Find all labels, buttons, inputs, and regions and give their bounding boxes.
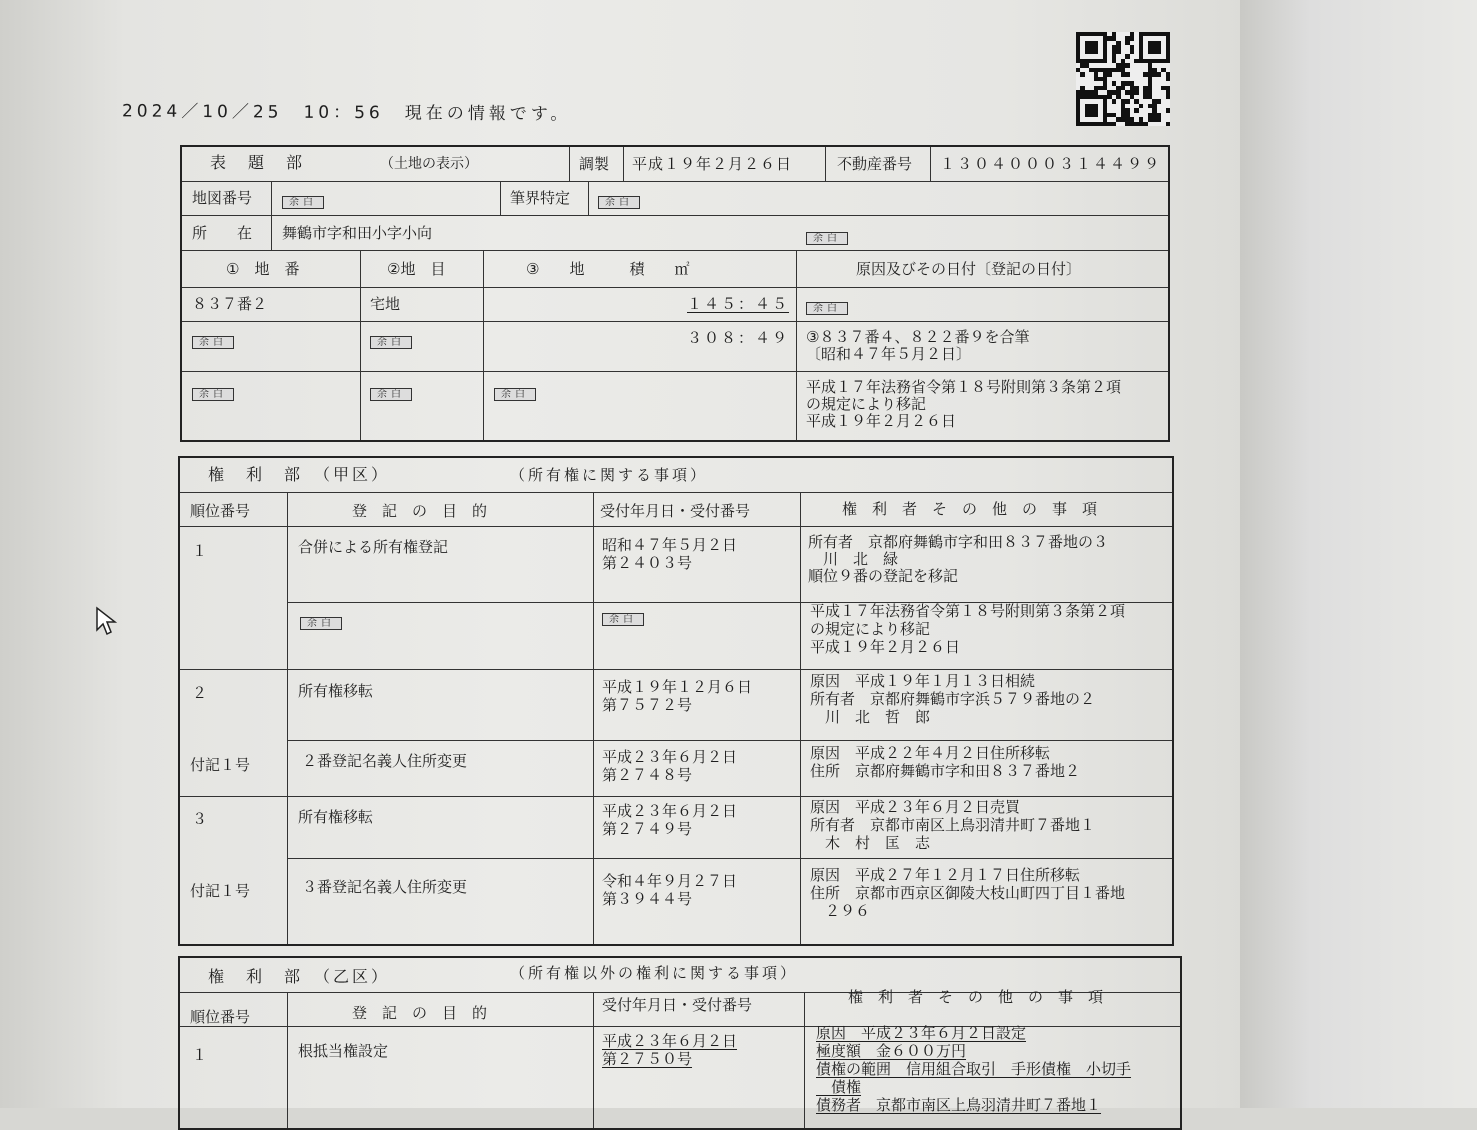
chiseki-value: ３０８：４９	[687, 329, 790, 347]
date-value: 平成１９年１２月６日 第７５７２号	[602, 678, 753, 714]
date-value: 昭和４７年５月２日 第２４０３号	[602, 536, 738, 572]
blank-stamp: 余白	[806, 302, 848, 315]
rank-value: ３	[192, 810, 208, 828]
rank-value: １	[192, 1046, 208, 1064]
chousei-label: 調製	[579, 155, 610, 173]
rank-value: １	[192, 542, 208, 560]
col-purpose: 登 記 の 目 的	[352, 502, 488, 520]
kouku-title: 権 利 部 （甲区）	[208, 465, 391, 484]
col-purpose: 登 記 の 目 的	[352, 1004, 488, 1022]
purpose-value: 所有権移転	[298, 808, 374, 826]
purpose-value: 所有権移転	[298, 682, 374, 700]
rights-value: 原因 平成２３年６月２日設定 極度額 金６００万円 債権の範囲 信用組合取引 手形債権 小切手 債権 債務者 京都市南区上鳥羽清井町７番地１	[816, 1024, 1132, 1114]
otsuku-subtitle: （所有権以外の権利に関する事項）	[510, 964, 799, 982]
rank-value: ２	[192, 684, 208, 702]
chimoku-value: 宅地	[370, 295, 401, 313]
blank-stamp: 余白	[494, 388, 536, 401]
kouku-subtitle: （所有権に関する事項）	[510, 466, 709, 484]
col-date: 受付年月日・受付番号	[600, 502, 751, 520]
hitsukai-label: 筆界特定	[510, 189, 571, 207]
rights-value: 原因 平成２２年４月２日住所移転 住所 京都府舞鶴市字和田８３７番地２	[810, 744, 1081, 780]
kouku-section	[178, 456, 1174, 946]
hyodai-title: 表 題 部	[210, 153, 306, 172]
col-chiban: ① 地 番	[226, 260, 300, 278]
date-value: 平成２３年６月２日 第２７４９号	[602, 802, 738, 838]
rank-value: 付記１号	[190, 756, 251, 774]
blank-stamp: 余白	[300, 617, 342, 630]
date-value: 平成２３年６月２日 第２７４８号	[602, 748, 738, 784]
col-cause: 原因及びその日付〔登記の日付〕	[856, 260, 1082, 278]
blank-stamp: 余白	[806, 232, 848, 245]
col-rank: 順位番号	[190, 1008, 251, 1026]
col-rights: 権 利 者 そ の 他 の 事 項	[842, 500, 1098, 518]
col-chimoku: ②地 目	[387, 260, 446, 278]
purpose-value: ２番登記名義人住所変更	[302, 752, 468, 770]
chizu-label: 地図番号	[192, 189, 253, 207]
print-timestamp: 2024／10／25 10：56 現在の情報です。	[121, 101, 572, 125]
col-rights: 権 利 者 そ の 他 の 事 項	[848, 988, 1104, 1006]
purpose-value: 合併による所有権登記	[298, 538, 449, 556]
cause-value: ③８３７番４、８２２番９を合筆 〔昭和４７年５月２日〕	[806, 328, 1030, 363]
chiseki-value: １４５：４５	[687, 295, 790, 313]
chousei-value: 平成１９年２月２６日	[632, 155, 793, 173]
blank-stamp: 余白	[370, 336, 412, 349]
blank-stamp: 余白	[370, 388, 412, 401]
blank-stamp: 余白	[192, 388, 234, 401]
chiban-value: ８３７番２	[192, 295, 268, 313]
fudosan-label: 不動産番号	[837, 155, 913, 173]
fudosan-number: １３０４０００３１４４９９	[940, 155, 1162, 173]
col-chiseki: ③ 地 積 ㎡	[526, 260, 690, 278]
purpose-value: ３番登記名義人住所変更	[302, 878, 468, 896]
rights-value: 平成１７年法務省令第１８号附則第３条第２項 の規定により移記 平成１９年２月２６日	[810, 602, 1126, 656]
blank-stamp: 余白	[192, 336, 234, 349]
blank-stamp: 余白	[598, 196, 640, 209]
rank-value: 付記１号	[190, 882, 251, 900]
blank-stamp: 余白	[602, 613, 644, 626]
purpose-value: 根抵当権設定	[298, 1042, 389, 1060]
col-rank: 順位番号	[190, 502, 251, 520]
otsuku-section	[178, 956, 1182, 1130]
shozai-label: 所 在	[192, 224, 253, 242]
otsuku-title: 権 利 部 （乙区）	[208, 967, 391, 986]
rights-value: 原因 平成２７年１２月１７日住所移転 住所 京都市西京区御陵大枝山町四丁目１番地 ２９６	[810, 866, 1126, 920]
hyodai-section	[180, 145, 1170, 442]
shozai-value: 舞鶴市字和田小字小向	[282, 224, 433, 242]
rights-value: 原因 平成１９年１月１３日相続 所有者 京都府舞鶴市字浜５７９番地の２ 川 北 哲 郎	[810, 672, 1096, 726]
rights-value: 所有者 京都府舞鶴市字和田８３７番地の３ 川 北 緑 順位９番の登記を移記	[808, 533, 1109, 585]
hyodai-subtitle: （土地の表示）	[380, 156, 478, 172]
date-value: 平成２３年６月２日 第２７５０号	[602, 1032, 738, 1068]
date-value: 令和４年９月２７日 第３９４４号	[602, 872, 738, 908]
background	[1240, 0, 1477, 1108]
cause-value: 平成１７年法務省令第１８号附則第３条第２項 の規定により移記 平成１９年２月２６日	[806, 378, 1122, 430]
mouse-pointer-icon	[95, 606, 117, 640]
qr-code	[1076, 32, 1170, 126]
col-date: 受付年月日・受付番号	[602, 996, 753, 1014]
blank-stamp: 余白	[282, 196, 324, 209]
rights-value: 原因 平成２３年６月２日売買 所有者 京都市南区上鳥羽清井町７番地１ 木 村 匡 志	[810, 798, 1096, 852]
